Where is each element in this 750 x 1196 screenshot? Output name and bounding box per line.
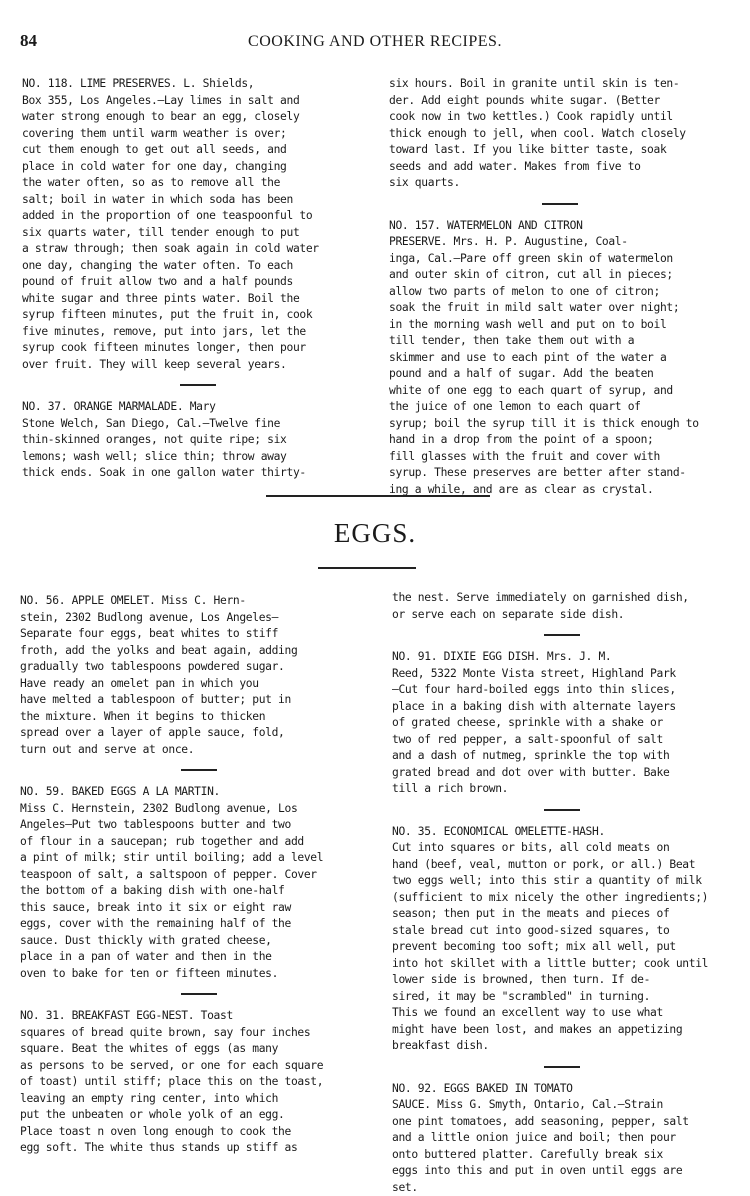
text-line: sired, it may be "scrambled" in turning. bbox=[392, 989, 732, 1006]
text-line: and outer skin of citron, cut all in pieces; bbox=[389, 267, 731, 284]
text-line: the nest. Serve immediately on garnished dish, bbox=[392, 590, 732, 607]
text-line: seeds and add water. Makes from five to bbox=[389, 159, 731, 176]
text-line: inga, Cal.—Pare off green skin of watermelon bbox=[389, 251, 731, 268]
text-line: of grated cheese, sprinkle with a shake or bbox=[392, 715, 732, 732]
recipe-block bbox=[22, 76, 374, 373]
text-line: egg soft. The white thus stands up stiff as bbox=[20, 1140, 378, 1157]
page-number: 84 bbox=[20, 31, 37, 51]
text-line: set. bbox=[392, 1180, 732, 1196]
text-line: PRESERVE. Mrs. H. P. Augustine, Coal- bbox=[389, 234, 731, 251]
text-line: onto buttered platter. Carefully break six bbox=[392, 1147, 732, 1164]
text-line: Stone Welch, San Diego, Cal.—Twelve fine bbox=[22, 416, 374, 433]
text-line: eggs into this and put in oven until eggs are bbox=[392, 1163, 732, 1180]
recipe-divider bbox=[181, 993, 217, 995]
text-line: NO. 92. EGGS BAKED IN TOMATO bbox=[392, 1081, 732, 1098]
text-line: NO. 157. WATERMELON AND CITRON bbox=[389, 218, 731, 235]
recipe-block bbox=[20, 593, 378, 758]
text-line: hand in a drop from the point of a spoon; bbox=[389, 432, 731, 449]
text-line: turn out and serve at once. bbox=[20, 742, 378, 759]
column-top-right bbox=[389, 76, 731, 498]
text-line: thick ends. Soak in one gallon water thirty- bbox=[22, 465, 374, 482]
text-line: (sufficient to mix nicely the other ingredients;) bbox=[392, 890, 732, 907]
text-line: This we found an excellent way to use what bbox=[392, 1005, 732, 1022]
text-line: NO. 118. LIME PRESERVES. L. Shields, bbox=[22, 76, 374, 93]
text-line: Box 355, Los Angeles.—Lay limes in salt and bbox=[22, 93, 374, 110]
text-line: one pint tomatoes, add seasoning, pepper, salt bbox=[392, 1114, 732, 1131]
text-line: place in a pan of water and then in the bbox=[20, 949, 378, 966]
text-line: the juice of one lemon to each quart of bbox=[389, 399, 731, 416]
text-line: squares of bread quite brown, say four inches bbox=[20, 1025, 378, 1042]
text-line: SAUCE. Miss G. Smyth, Ontario, Cal.—Strain bbox=[392, 1097, 732, 1114]
text-line: —Cut four hard-boiled eggs into thin slices, bbox=[392, 682, 732, 699]
text-line: lemons; wash well; slice thin; throw away bbox=[22, 449, 374, 466]
column-bottom-right bbox=[392, 590, 732, 1196]
text-line: a straw through; then soak again in cold water bbox=[22, 241, 374, 258]
text-line: have melted a tablespoon of butter; put in bbox=[20, 692, 378, 709]
text-line: of toast) until stiff; place this on the toast, bbox=[20, 1074, 378, 1091]
running-title: COOKING AND OTHER RECIPES. bbox=[0, 33, 750, 51]
text-line: lower side is browned, then turn. If de- bbox=[392, 972, 732, 989]
text-line: pound of fruit allow two and a half pounds bbox=[22, 274, 374, 291]
text-line: the water often, so as to remove all the bbox=[22, 175, 374, 192]
text-line: till a rich brown. bbox=[392, 781, 732, 798]
text-line: NO. 59. BAKED EGGS A LA MARTIN. bbox=[20, 784, 378, 801]
text-line: thick enough to jell, when cool. Watch closely bbox=[389, 126, 731, 143]
recipe-block bbox=[389, 218, 731, 499]
text-line: grated bread and dot over with butter. Bake bbox=[392, 765, 732, 782]
text-line: cut them enough to get out all seeds, and bbox=[22, 142, 374, 159]
text-line: skimmer and use to each pint of the water a bbox=[389, 350, 731, 367]
recipe-divider bbox=[542, 203, 578, 205]
text-line: Miss C. Hernstein, 2302 Budlong avenue, Los bbox=[20, 801, 378, 818]
text-line: place in cold water for one day, changing bbox=[22, 159, 374, 176]
text-line: syrup. These preserves are better after stand- bbox=[389, 465, 731, 482]
text-line: this sauce, break into it six or eight raw bbox=[20, 900, 378, 917]
text-line: white sugar and three pints water. Boil the bbox=[22, 291, 374, 308]
text-line: put the unbeaten or whole yolk of an egg. bbox=[20, 1107, 378, 1124]
recipe-divider bbox=[181, 769, 217, 771]
text-line: der. Add eight pounds white sugar. (Better bbox=[389, 93, 731, 110]
text-line: fill glasses with the fruit and cover with bbox=[389, 449, 731, 466]
text-line: stein, 2302 Budlong avenue, Los Angeles— bbox=[20, 610, 378, 627]
text-line: eggs, cover with the remaining half of the bbox=[20, 916, 378, 933]
text-line: allow two parts of melon to one of citron; bbox=[389, 284, 731, 301]
recipe-block bbox=[20, 1008, 378, 1157]
text-line: leaving an empty ring center, into which bbox=[20, 1091, 378, 1108]
recipe-block bbox=[392, 649, 732, 798]
text-line: and a little onion juice and boil; then pour bbox=[392, 1130, 732, 1147]
text-line: NO. 37. ORANGE MARMALADE. Mary bbox=[22, 399, 374, 416]
text-line: a pint of milk; stir until boiling; add a level bbox=[20, 850, 378, 867]
text-line: into hot skillet with a little butter; cook until bbox=[392, 956, 732, 973]
recipe-block bbox=[392, 590, 732, 623]
text-line: NO. 35. ECONOMICAL OMELETTE-HASH. bbox=[392, 824, 732, 841]
text-line: six hours. Boil in granite until skin is ten- bbox=[389, 76, 731, 93]
text-line: ing a while, and are as clear as crystal. bbox=[389, 482, 731, 499]
text-line: two of red pepper, a salt-spoonful of salt bbox=[392, 732, 732, 749]
text-line: prevent becoming too soft; mix all well, put bbox=[392, 939, 732, 956]
text-line: soak the fruit in mild salt water over night; bbox=[389, 300, 731, 317]
text-line: might have been lost, and makes an appetizing bbox=[392, 1022, 732, 1039]
text-line: one day, changing the water often. To each bbox=[22, 258, 374, 275]
text-line: season; then put in the meats and pieces of bbox=[392, 906, 732, 923]
column-top-left bbox=[22, 76, 374, 482]
recipe-block bbox=[392, 1081, 732, 1196]
text-line: oven to bake for ten or fifteen minutes. bbox=[20, 966, 378, 983]
text-line: pound and a half of sugar. Add the beaten bbox=[389, 366, 731, 383]
recipe-divider bbox=[544, 634, 580, 636]
text-line: syrup; boil the syrup till it is thick enough to bbox=[389, 416, 731, 433]
text-line: toward last. If you like bitter taste, soak bbox=[389, 142, 731, 159]
text-line: Angeles—Put two tablespoons butter and two bbox=[20, 817, 378, 834]
text-line: Separate four eggs, beat whites to stiff bbox=[20, 626, 378, 643]
text-line: froth, add the yolks and beat again, adding bbox=[20, 643, 378, 660]
text-line: hand (beef, veal, mutton or pork, or all.) Beat bbox=[392, 857, 732, 874]
text-line: thin-skinned oranges, not quite ripe; six bbox=[22, 432, 374, 449]
text-line: NO. 31. BREAKFAST EGG-NEST. Toast bbox=[20, 1008, 378, 1025]
text-line: the bottom of a baking dish with one-half bbox=[20, 883, 378, 900]
text-line: spread over a layer of apple sauce, fold, bbox=[20, 725, 378, 742]
recipe-block bbox=[392, 824, 732, 1055]
text-line: or serve each on separate side dish. bbox=[392, 607, 732, 624]
recipe-divider bbox=[180, 384, 216, 386]
text-line: place in a baking dish with alternate layers bbox=[392, 699, 732, 716]
text-line: teaspoon of salt, a saltspoon of pepper. Cover bbox=[20, 867, 378, 884]
section-divider bbox=[266, 495, 490, 497]
recipe-block bbox=[22, 399, 374, 482]
text-line: covering them until warm weather is over; bbox=[22, 126, 374, 143]
text-line: gradually two tablespoons powdered sugar. bbox=[20, 659, 378, 676]
text-line: of flour in a saucepan; rub together and add bbox=[20, 834, 378, 851]
text-line: NO. 91. DIXIE EGG DISH. Mrs. J. M. bbox=[392, 649, 732, 666]
text-line: over fruit. They will keep several years. bbox=[22, 357, 374, 374]
text-line: white of one egg to each quart of syrup, and bbox=[389, 383, 731, 400]
text-line: five minutes, remove, put into jars, let the bbox=[22, 324, 374, 341]
text-line: NO. 56. APPLE OMELET. Miss C. Hern- bbox=[20, 593, 378, 610]
text-line: Place toast n oven long enough to cook the bbox=[20, 1124, 378, 1141]
text-line: salt; boil in water in which soda has been bbox=[22, 192, 374, 209]
text-line: cook now in two kettles.) Cook rapidly until bbox=[389, 109, 731, 126]
text-line: as persons to be served, or one for each square bbox=[20, 1058, 378, 1075]
text-line: in the morning wash well and put on to boil bbox=[389, 317, 731, 334]
recipe-divider bbox=[544, 809, 580, 811]
section-title: EGGS. bbox=[0, 518, 750, 549]
text-line: stale bread cut into good-sized squares, to bbox=[392, 923, 732, 940]
text-line: square. Beat the whites of eggs (as many bbox=[20, 1041, 378, 1058]
column-bottom-left bbox=[20, 593, 378, 1157]
recipe-block bbox=[389, 76, 731, 192]
text-line: syrup fifteen minutes, put the fruit in, cook bbox=[22, 307, 374, 324]
text-line: syrup cook fifteen minutes longer, then pour bbox=[22, 340, 374, 357]
text-line: two eggs well; into this stir a quantity of milk bbox=[392, 873, 732, 890]
text-line: Have ready an omelet pan in which you bbox=[20, 676, 378, 693]
text-line: Cut into squares or bits, all cold meats on bbox=[392, 840, 732, 857]
text-line: and a dash of nutmeg, sprinkle the top with bbox=[392, 748, 732, 765]
recipe-block bbox=[20, 784, 378, 982]
text-line: sauce. Dust thickly with grated cheese, bbox=[20, 933, 378, 950]
text-line: six quarts. bbox=[389, 175, 731, 192]
recipe-divider bbox=[544, 1066, 580, 1068]
text-line: six quarts water, till tender enough to put bbox=[22, 225, 374, 242]
text-line: water strong enough to bear an egg, closely bbox=[22, 109, 374, 126]
text-line: added in the proportion of one teaspoonful to bbox=[22, 208, 374, 225]
section-title-underline bbox=[318, 567, 416, 569]
text-line: breakfast dish. bbox=[392, 1038, 732, 1055]
text-line: the mixture. When it begins to thicken bbox=[20, 709, 378, 726]
text-line: till tender, then take them out with a bbox=[389, 333, 731, 350]
text-line: Reed, 5322 Monte Vista street, Highland Park bbox=[392, 666, 732, 683]
